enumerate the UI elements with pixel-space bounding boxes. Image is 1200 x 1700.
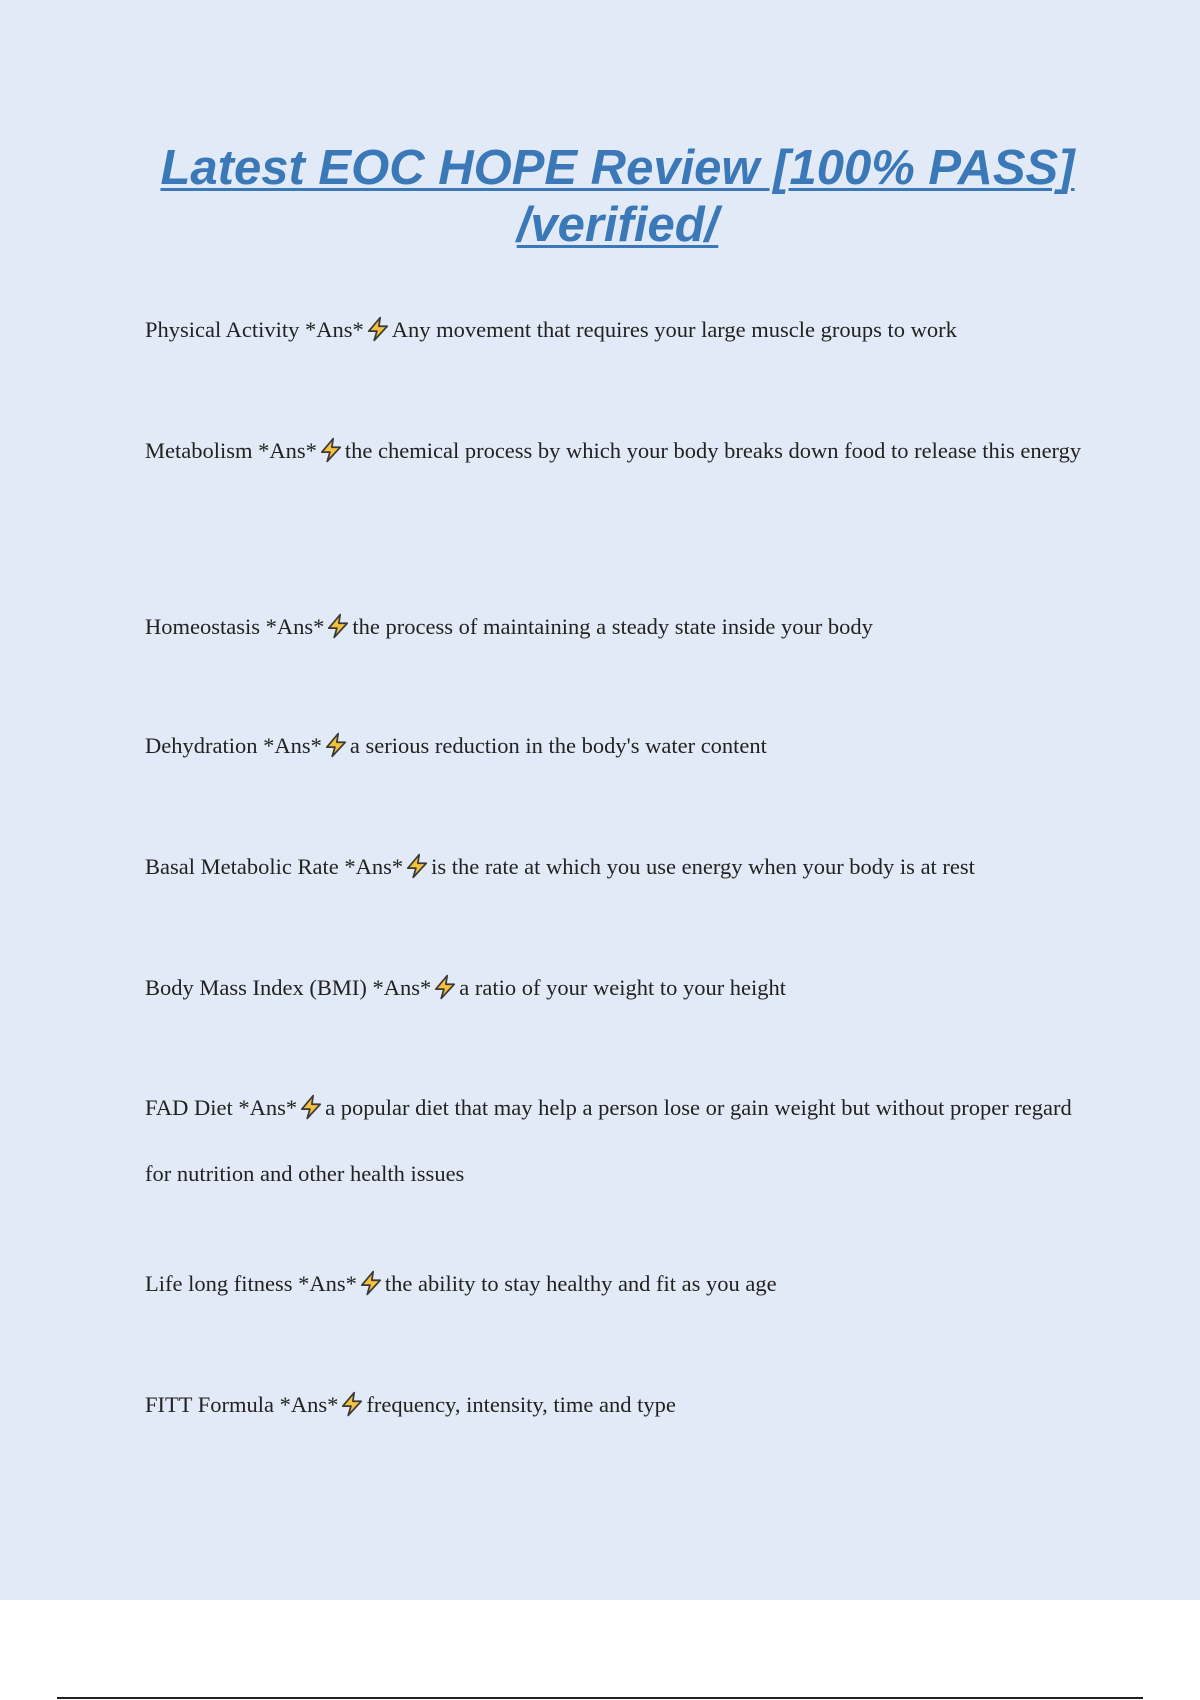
qa-answer-marker: *Ans*	[305, 317, 364, 342]
qa-entry-homeostasis	[145, 596, 1095, 662]
lightning-bolt-icon	[339, 1379, 365, 1440]
qa-entry-physical-activity	[145, 299, 1095, 365]
qa-answer-marker: *Ans*	[258, 438, 317, 463]
lightning-bolt-icon	[323, 720, 349, 781]
qa-answer: is the rate at which you use energy when your body is at rest	[431, 854, 975, 879]
qa-term: Life long fitness	[145, 1271, 293, 1296]
lightning-bolt-icon	[325, 601, 351, 662]
lightning-bolt-icon	[358, 1258, 384, 1319]
qa-entry-fad-diet	[145, 1077, 1095, 1204]
qa-answer-marker: *Ans*	[238, 1095, 298, 1120]
qa-entry-dehydration	[145, 715, 1095, 781]
qa-answer-marker: *Ans*	[279, 1392, 339, 1417]
qa-answer: frequency, intensity, time and type	[366, 1392, 676, 1417]
qa-term: Metabolism	[145, 438, 253, 463]
lightning-bolt-icon	[318, 425, 344, 486]
qa-term: Homeostasis	[145, 614, 260, 639]
document-title: Latest EOC HOPE Review [100% PASS] /verified/	[160, 141, 1075, 252]
qa-entry-life-long-fitness	[145, 1253, 1095, 1319]
qa-answer: the chemical process by which your body breaks down food to release this energy	[344, 438, 1082, 463]
qa-answer: the ability to stay healthy and fit as you age	[384, 1271, 777, 1296]
lightning-bolt-icon	[432, 962, 458, 1023]
qa-term: Basal Metabolic Rate	[145, 854, 339, 879]
lightning-bolt-icon	[298, 1082, 324, 1143]
footer-divider	[57, 1697, 1143, 1699]
qa-entry-basal-metabolic-rate	[145, 836, 1095, 902]
qa-entry-body-mass-index	[145, 957, 1095, 1023]
qa-answer-marker: *Ans*	[344, 854, 404, 879]
qa-term: Physical Activity	[145, 317, 300, 342]
qa-answer-marker: *Ans*	[298, 1271, 357, 1296]
lightning-bolt-icon	[365, 304, 391, 365]
qa-term: FITT Formula	[145, 1392, 274, 1417]
qa-entry-fitt-formula	[145, 1374, 1095, 1440]
qa-answer-marker: *Ans*	[263, 733, 322, 758]
qa-term: Dehydration	[145, 733, 258, 758]
qa-answer: the process of maintaining a steady state inside your body	[352, 614, 873, 639]
lightning-bolt-icon	[404, 841, 430, 902]
qa-entry-metabolism	[145, 420, 1095, 486]
qa-answer-marker: *Ans*	[265, 614, 325, 639]
qa-answer-marker: *Ans*	[372, 975, 432, 1000]
qa-answer: a ratio of your weight to your height	[459, 975, 787, 1000]
qa-term: Body Mass Index (BMI)	[145, 975, 367, 1000]
qa-answer: a serious reduction in the body's water content	[349, 733, 767, 758]
qa-answer: a popular diet that may help a person lose or gain weight but without proper regard for nutrition and other health issues	[145, 1095, 1072, 1186]
qa-answer: Any movement that requires your large muscle groups to work	[391, 317, 957, 342]
qa-term: FAD Diet	[145, 1095, 233, 1120]
